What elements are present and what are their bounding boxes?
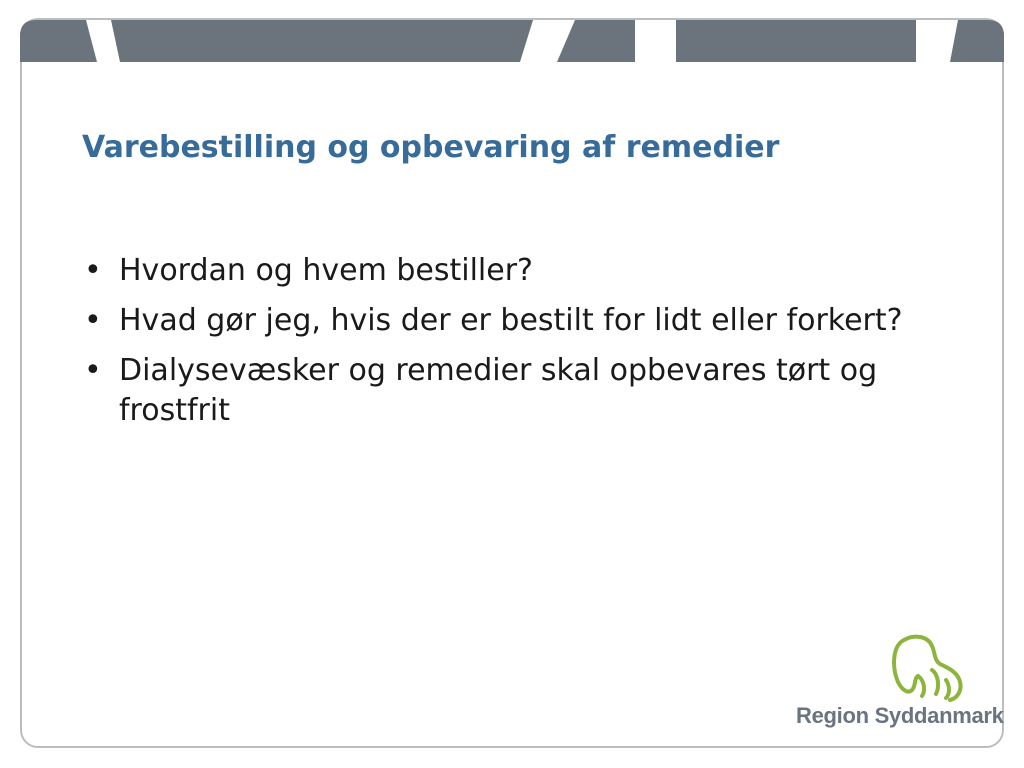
bullet-point-icon: • <box>84 353 102 388</box>
bullet-item-wrong-order <box>82 301 962 341</box>
bullet-item-storage <box>82 351 962 431</box>
header-segment-5 <box>950 20 1004 62</box>
bullet-point-icon: • <box>84 253 102 288</box>
bullet-item-ordering <box>82 251 962 291</box>
bullet-list <box>82 251 962 441</box>
region-syddanmark-logo <box>792 632 1004 736</box>
header-segment-4 <box>676 20 916 62</box>
bullet-text: Hvordan og hvem bestiller? <box>119 253 533 288</box>
bullet-point-icon: • <box>84 303 102 338</box>
logo-text: Region Syddanmark <box>796 703 1004 728</box>
header-segment-2 <box>111 20 533 62</box>
bullet-text: Hvad gør jeg, hvis der er bestilt for lidt eller forkert? <box>119 303 903 338</box>
header-band <box>0 0 1024 62</box>
header-segment-3 <box>557 20 635 62</box>
header-segment-1 <box>20 20 97 62</box>
region-syddanmark-logo-icon <box>888 632 966 704</box>
bullet-text: Dialysevæsker og remedier skal opbevares tørt og frostfrit <box>119 353 878 428</box>
slide-title: Varebestilling og opbevaring af remedier <box>82 130 780 165</box>
